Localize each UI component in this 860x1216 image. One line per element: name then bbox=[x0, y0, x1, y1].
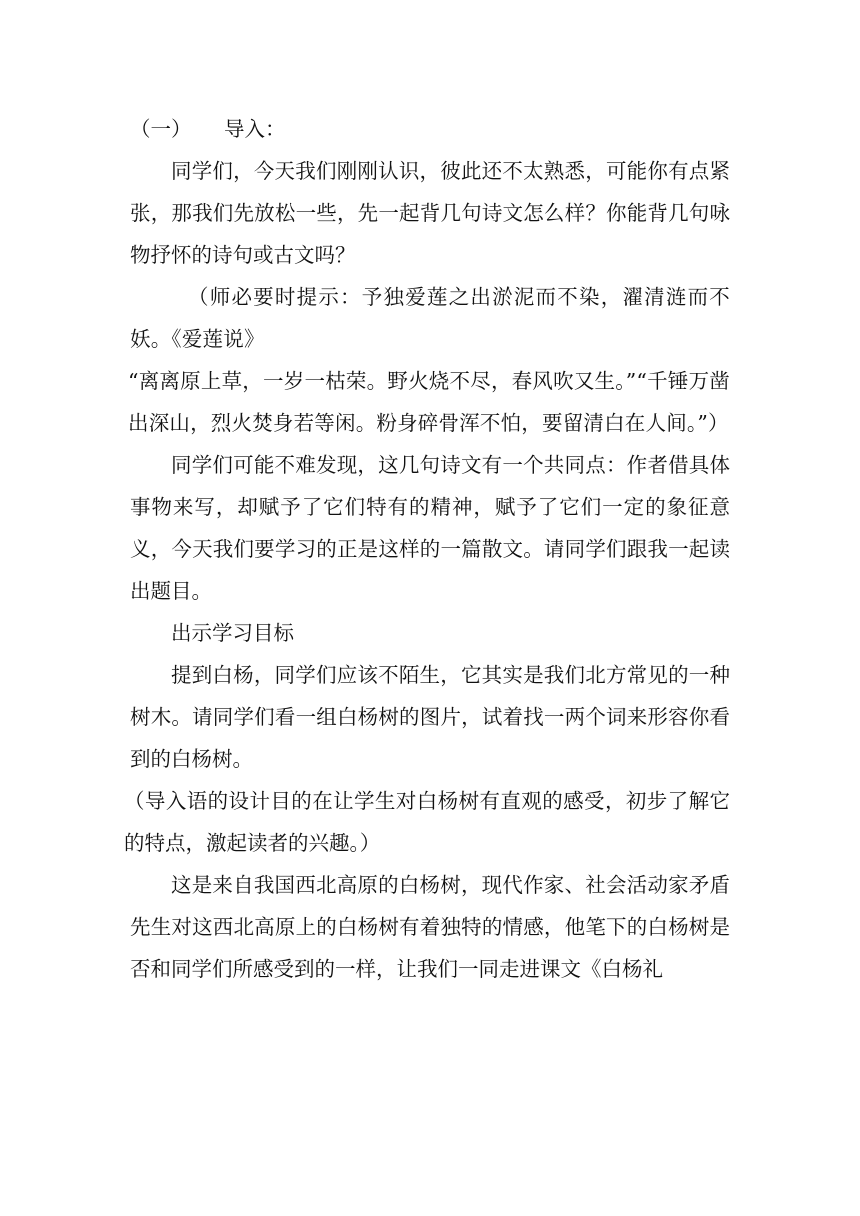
section-title: 导入： bbox=[224, 117, 286, 141]
teacher-tip: （师必要时提示：予独爱莲之出淤泥而不染，濯清涟而不妖。《爱莲说》 bbox=[130, 285, 730, 351]
design-note: （导入语的设计目的在让学生对白杨树有直观的感受，初步了解它的特点，激起读者的兴趣。） bbox=[124, 789, 730, 855]
paragraph-poplar-intro: 提到白杨，同学们应该不陌生，它其实是我们北方常见的一种树木。请同学们看一组白杨树的图片，试着找一两个词来形容你看到的白杨树。 bbox=[130, 663, 730, 771]
paragraph-greeting: 同学们，今天我们刚刚认识，彼此还不太熟悉，可能你有点紧张，那我们先放松一些，先一起背几句诗文怎么样？你能背几句咏物抒怀的诗句或古文吗？ bbox=[130, 159, 730, 267]
paragraph-common-point: 同学们可能不难发现，这几句诗文有一个共同点：作者借具体事物来写，却赋予了它们特有的精神，赋予了它们一定的象征意义，今天我们要学习的正是这样的一篇散文。请同学们跟我一起读出题目。 bbox=[130, 453, 730, 603]
paragraph-learning-goals: 出示学习目标 bbox=[171, 621, 294, 645]
section-number: （一） bbox=[130, 117, 192, 141]
section-heading bbox=[130, 108, 730, 150]
poem-quotes: “离离原上草，一岁一枯荣。野火烧不尽，春风吹又生。”“千锤万凿出深山，烈火焚身若等闲。粉身碎骨浑不怕，要留清白在人间。”） bbox=[128, 369, 730, 435]
document-body bbox=[124, 108, 730, 990]
paragraph-northwest-poplar: 这是来自我国西北高原的白杨树，现代作家、社会活动家矛盾先生对这西北高原上的白杨树有着独特的情感，他笔下的白杨树是否和同学们所感受到的一样，让我们一同走进课文《白杨礼 bbox=[130, 873, 730, 981]
